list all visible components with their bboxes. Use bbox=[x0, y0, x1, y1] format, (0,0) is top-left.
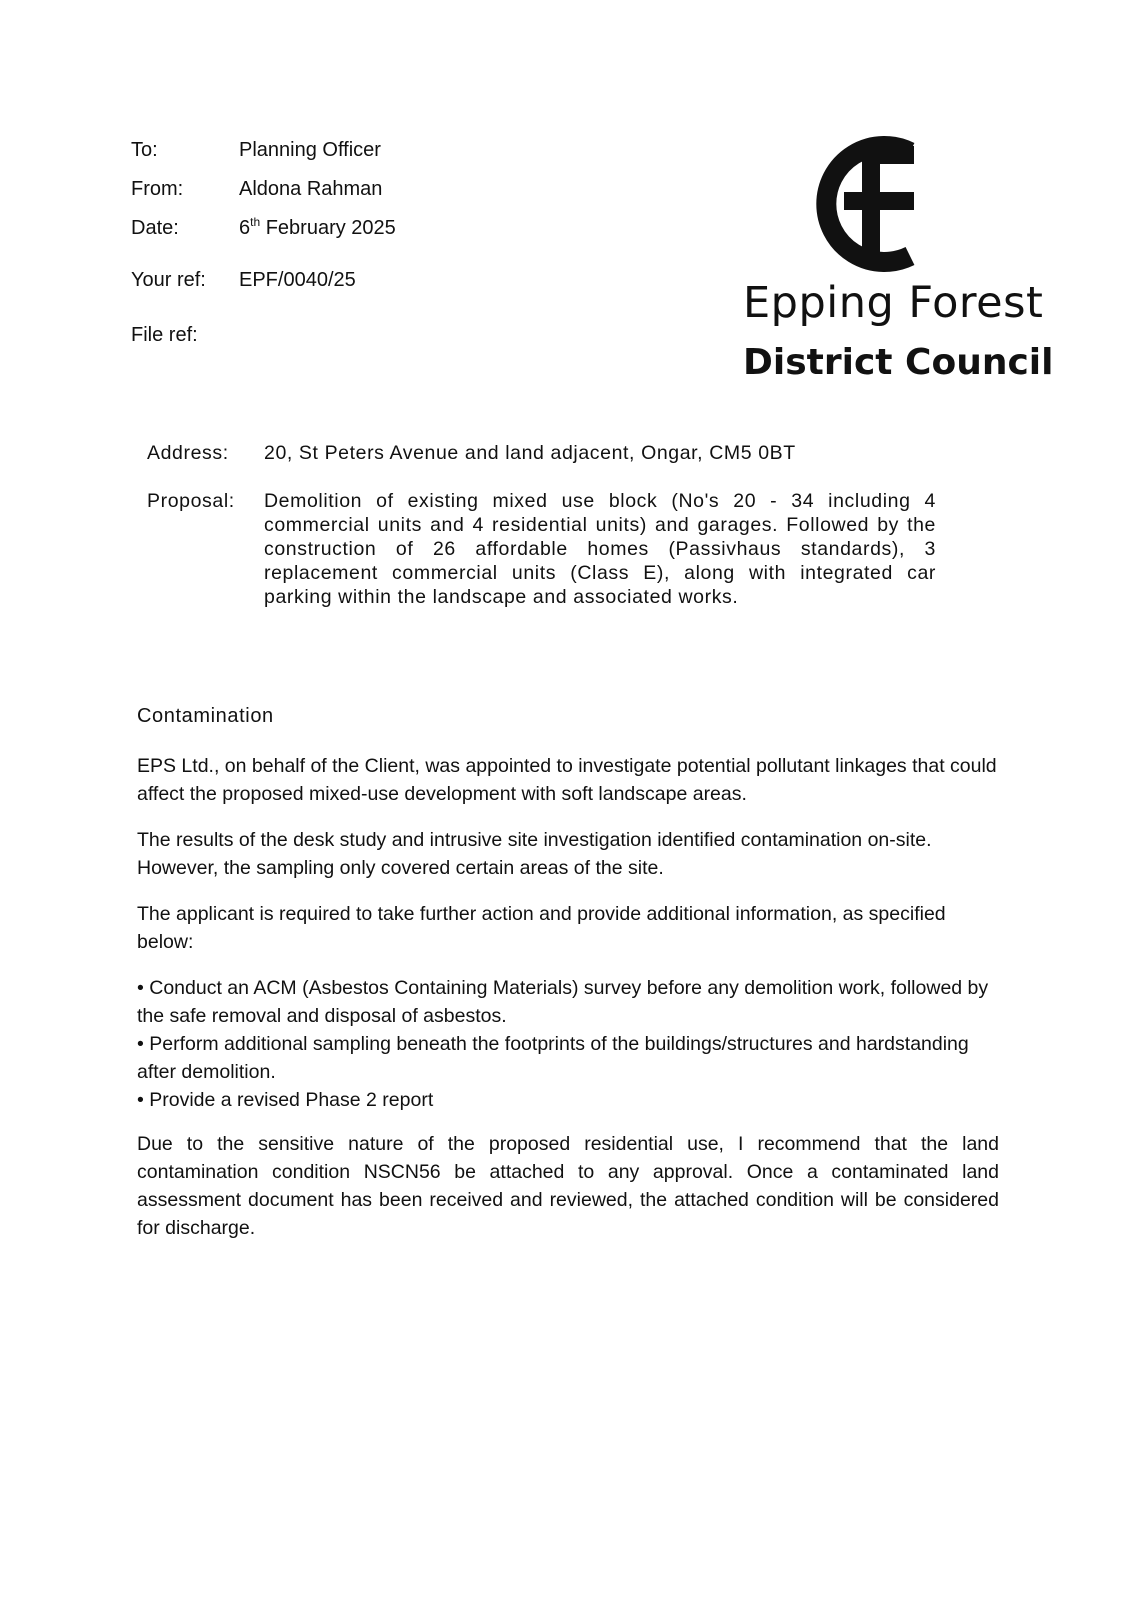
address-value: 20, St Peters Avenue and land adjacent, Ongar, CM5 0BT bbox=[264, 442, 796, 464]
file-ref-label: File ref: bbox=[131, 324, 198, 346]
list-item: • Provide a revised Phase 2 report bbox=[137, 1089, 434, 1111]
date-value bbox=[239, 216, 396, 240]
date-day: 6 bbox=[239, 217, 251, 239]
date-suffix: th bbox=[250, 215, 261, 229]
your-ref-value: EPF/0040/25 bbox=[239, 269, 356, 291]
paragraph-3: The applicant is required to take further action and provide additional information, as specified below: bbox=[137, 903, 946, 953]
from-label: From: bbox=[131, 178, 184, 200]
date-rest: February 2025 bbox=[260, 217, 396, 239]
requirements-list bbox=[137, 974, 999, 1114]
to-value: Planning Officer bbox=[239, 139, 381, 161]
paragraph-2: The results of the desk study and intrusive site investigation identified contamination on-site. However, the sampling only covered certain areas of the site. bbox=[137, 829, 932, 879]
from-value: Aldona Rahman bbox=[239, 178, 383, 200]
paragraph-1: EPS Ltd., on behalf of the Client, was appointed to investigate potential pollutant linkages that could affect the proposed mixed-use development with soft landscape areas. bbox=[137, 755, 997, 805]
org-name-line1: Epping Forest bbox=[743, 278, 1044, 328]
council-logo-icon bbox=[800, 130, 930, 278]
your-ref-label: Your ref: bbox=[131, 269, 206, 291]
section-title: Contamination bbox=[137, 705, 274, 727]
proposal-label: Proposal: bbox=[147, 490, 235, 512]
org-name-line2: District Council bbox=[743, 342, 1054, 383]
list-item: • Perform additional sampling beneath the footprints of the buildings/structures and hardstanding after demolition. bbox=[137, 1033, 969, 1083]
closing-paragraph: Due to the sensitive nature of the proposed residential use, I recommend that the land contamination condition NSCN56 be attached to any approval. Once a contaminated land assessment document has been received and reviewed, the attached condition will be considered for discharge. bbox=[137, 1133, 999, 1239]
date-label: Date: bbox=[131, 217, 179, 239]
list-item: • Conduct an ACM (Asbestos Containing Materials) survey before any demolition work, followed by the safe removal and disposal of asbestos. bbox=[137, 977, 989, 1027]
to-label: To: bbox=[131, 139, 158, 161]
address-label: Address: bbox=[147, 442, 229, 464]
proposal-value: Demolition of existing mixed use block (No's 20 - 34 including 4 commercial units and 4 residential units) and garages. Followed by the construction of 26 affordable homes (Passivhaus standards), 3 replacement commercial units (Class E), along with integrated car parking within the landscape and associated works. bbox=[264, 490, 936, 608]
